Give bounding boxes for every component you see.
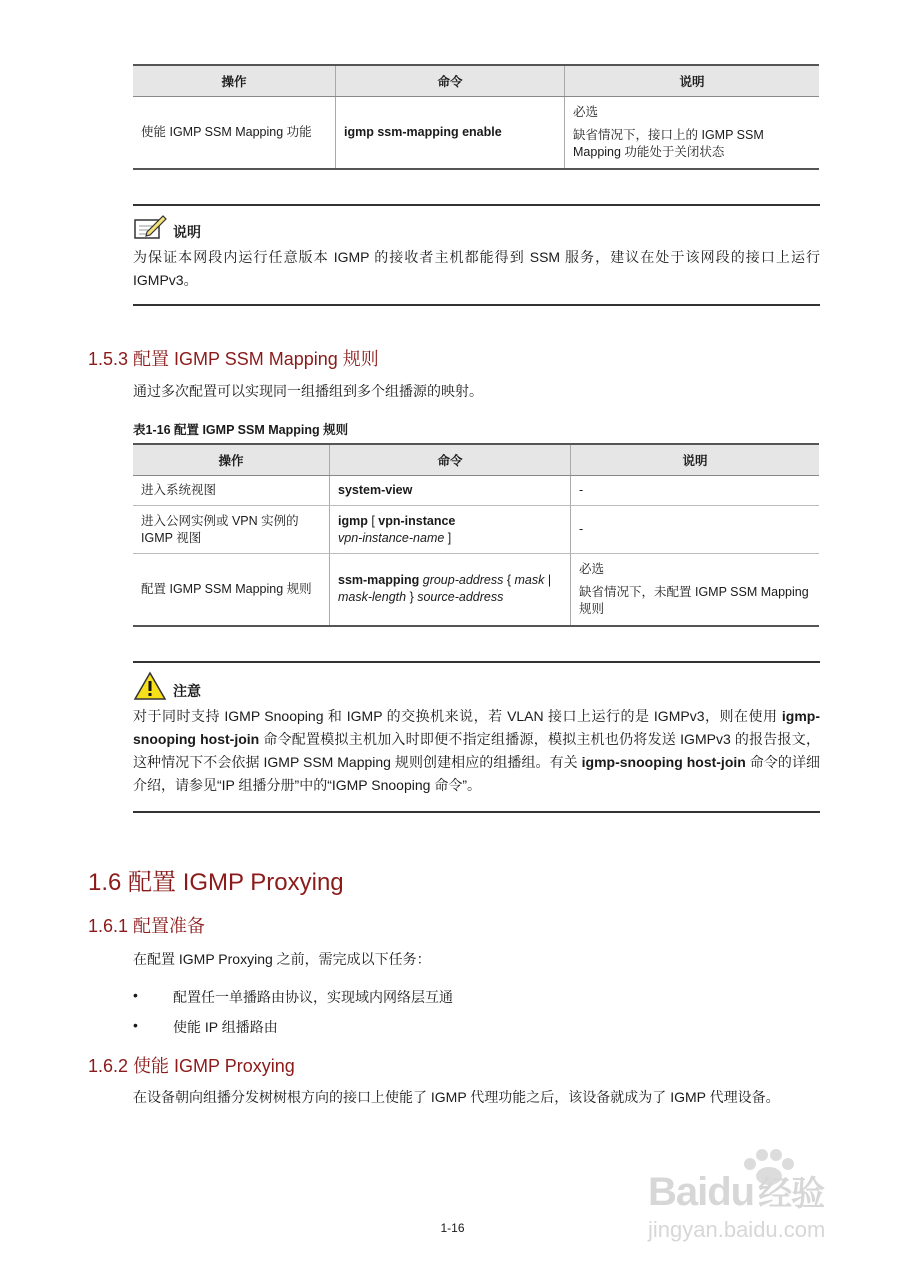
section-intro: 通过多次配置可以实现同一组播组到多个组播源的映射。 xyxy=(133,383,483,399)
list-item xyxy=(133,987,453,1007)
bullet-icon: • xyxy=(133,987,138,1003)
cell-cmd xyxy=(330,506,571,554)
section-heading-1-5-3: 1.5.3 配置 IGMP SSM Mapping 规则 xyxy=(88,349,379,369)
col-header-cmd: 命令 xyxy=(336,65,565,97)
cell-desc: - xyxy=(571,476,820,506)
desc-required: 必选 xyxy=(579,561,605,576)
list-item-text: 配置任一单播路由协议，实现域内网络层互通 xyxy=(173,989,453,1005)
cell-desc xyxy=(565,97,820,169)
note-text: 命令的详细介绍，请参见“IP 组播分册”中的“IGMP Snooping 命令”。 xyxy=(133,754,821,793)
cmd-param: mask-length xyxy=(338,590,407,605)
cmd-param: group-address xyxy=(419,573,504,588)
cmd-bracket: } xyxy=(406,590,418,605)
note-header xyxy=(133,671,820,701)
watermark-url: jingyan.baidu.com xyxy=(648,1217,826,1242)
desc-required: 必选 xyxy=(573,104,599,119)
col-header-op: 操作 xyxy=(133,65,336,97)
section-intro: 在配置 IGMP Proxying 之前，需完成以下任务： xyxy=(133,951,431,967)
warning-icon xyxy=(133,671,167,701)
pencil-note-icon xyxy=(133,214,167,242)
page-number: 1-16 xyxy=(440,1221,465,1235)
section-heading-1-6: 1.6 配置 IGMP Proxying xyxy=(88,869,344,896)
cmd-bracket: | xyxy=(544,573,552,588)
table-caption: 表1-16 配置 IGMP SSM Mapping 规则 xyxy=(133,423,349,437)
bullet-icon: • xyxy=(133,1017,138,1033)
list-item xyxy=(133,1017,278,1037)
cell-desc xyxy=(571,554,820,626)
cmd-bracket: { xyxy=(503,573,515,588)
cell-op: 进入公网实例或 VPN 实例的 IGMP 视图 xyxy=(133,506,330,554)
cell-cmd: igmp ssm-mapping enable xyxy=(336,97,565,169)
table-ssm-mapping-enable xyxy=(133,64,819,170)
col-header-op: 操作 xyxy=(133,444,330,476)
section-body: 在设备朝向组播分发树树根方向的接口上使能了 IGMP 代理功能之后，该设备就成为了 IGMP 代理设备。 xyxy=(133,1089,780,1105)
note-header xyxy=(133,214,820,242)
cmd-bracket: ] xyxy=(444,530,452,545)
watermark-brand-b: du xyxy=(707,1170,755,1214)
table-row xyxy=(133,97,819,169)
cmd-param: vpn-instance-name xyxy=(338,530,445,545)
cmd-keyword: ssm-mapping xyxy=(338,573,420,588)
list-item-text: 使能 IP 组播路由 xyxy=(173,1019,278,1035)
cmd-keyword: igmp xyxy=(338,513,368,528)
col-header-cmd: 命令 xyxy=(330,444,571,476)
table-row xyxy=(133,554,819,626)
cmd-param: source-address xyxy=(417,590,504,605)
note-box-info xyxy=(133,204,820,306)
note-command: igmp-snooping host-join xyxy=(581,754,746,770)
col-header-desc: 说明 xyxy=(571,444,820,476)
desc-default: 缺省情况下，未配置 IGMP SSM Mapping 规则 xyxy=(579,584,809,616)
note-body: 为保证本网段内运行任意版本 IGMP 的接收者主机都能得到 SSM 服务，建议在处于该网段的接口上运行 IGMPv3。 xyxy=(133,249,820,288)
watermark-brand-cn: 经验 xyxy=(758,1175,825,1213)
watermark-brand xyxy=(648,1166,858,1215)
note-text: 对于同时支持 IGMP Snooping 和 IGMP 的交换机来说，若 VLAN 接口上运行的是 IGMPv3，则在使用 xyxy=(133,708,782,724)
cmd-param: mask xyxy=(514,573,545,588)
cell-cmd: system-view xyxy=(330,476,571,506)
section-heading-1-6-2: 1.6.2 使能 IGMP Proxying xyxy=(88,1056,295,1076)
cell-op: 进入系统视图 xyxy=(133,476,330,506)
note-box-caution xyxy=(133,661,820,813)
table-ssm-mapping-rules xyxy=(133,443,819,627)
cmd-keyword: vpn-instance xyxy=(378,513,456,528)
cell-op: 配置 IGMP SSM Mapping 规则 xyxy=(133,554,330,626)
section-heading-1-6-1: 1.6.1 配置准备 xyxy=(88,916,206,936)
cell-desc: - xyxy=(571,506,820,554)
note-title: 注意 xyxy=(173,683,201,699)
desc-default: 缺省情况下，接口上的 IGMP SSM Mapping 功能处于关闭状态 xyxy=(573,127,764,159)
table-row xyxy=(133,476,819,506)
cell-op: 使能 IGMP SSM Mapping 功能 xyxy=(133,97,336,169)
watermark-brand-a: Bai xyxy=(648,1170,708,1214)
col-header-desc: 说明 xyxy=(565,65,820,97)
watermark xyxy=(648,1152,858,1242)
note-body xyxy=(133,705,820,797)
table-row xyxy=(133,506,819,554)
note-title: 说明 xyxy=(173,224,201,240)
note-command: igmp-snooping host-join xyxy=(133,708,820,747)
note-text: 命令配置模拟主机加入时即便不指定组播源，模拟主机也仍将发送 IGMPv3 的报告报文，这种情况下不会依据 IGMP SSM Mapping 规则创建相应的组播组。有关 xyxy=(133,731,821,770)
cmd-bracket: [ xyxy=(367,513,379,528)
cell-cmd xyxy=(330,554,571,626)
